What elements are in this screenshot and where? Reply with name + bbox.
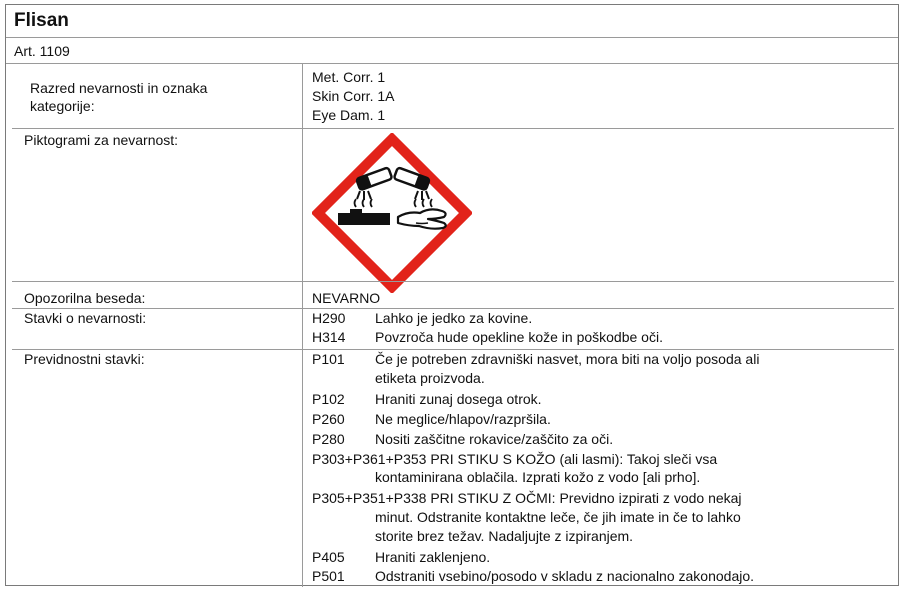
- class-label-line1: Razred nevarnosti in oznaka: [30, 80, 208, 96]
- product-title: Flisan: [14, 10, 69, 31]
- hazard-text: Lahko je jedko za kovine.: [375, 310, 533, 326]
- precaution-text: etiketa proizvoda.: [375, 370, 485, 386]
- hazard-table: [12, 64, 894, 587]
- precaution-code: P101: [312, 351, 345, 367]
- precaution-text: Odstraniti vsebino/posodo v skladu z nacionalno zakonodajo.: [375, 568, 755, 584]
- precaution-code: P280: [312, 431, 345, 447]
- precaution-code: P405: [312, 549, 345, 565]
- hazard-label: Stavki o nevarnosti:: [24, 310, 147, 326]
- hazard-text: Povzroča hude opekline kože in poškodbe oči.: [375, 329, 663, 345]
- precaution-code: P501: [312, 568, 345, 584]
- precaution-text: P303+P361+P353 PRI STIKU S KOŽO (ali lasmi): Takoj sleči vsa: [312, 451, 718, 467]
- safety-label-sheet: [5, 4, 899, 586]
- class-value-2: Skin Corr. 1A: [312, 88, 395, 104]
- precaution-text: minut. Odstranite kontaktne leče, če jih imate in če to lahko: [375, 509, 741, 525]
- article-number: Art. 1109: [14, 43, 70, 59]
- row-divider: [12, 128, 894, 129]
- precaution-code: P102: [312, 391, 345, 407]
- class-value-1: Met. Corr. 1: [312, 69, 386, 85]
- precaution-label: Previdnostni stavki:: [24, 351, 145, 367]
- column-divider: [302, 64, 303, 587]
- precaution-text: Hraniti zaklenjeno.: [375, 549, 491, 565]
- hazard-code: H290: [312, 310, 346, 326]
- precaution-text: kontaminirana oblačila. Izprati kožo z vodo [ali prho].: [375, 469, 701, 485]
- class-value-3: Eye Dam. 1: [312, 107, 386, 123]
- corrosion-pictogram-icon: [312, 133, 472, 293]
- class-label-line2: kategorije:: [30, 98, 95, 114]
- precaution-text: P305+P351+P338 PRI STIKU Z OČMI: Previdno izpirati z vodo nekaj: [312, 490, 742, 506]
- title-row: [6, 5, 898, 38]
- precaution-code: P260: [312, 411, 345, 427]
- signal-label: Opozorilna beseda:: [24, 290, 146, 306]
- precaution-text: storite brez težav. Nadaljujte z izpiranjem.: [375, 528, 634, 544]
- row-divider: [12, 281, 894, 282]
- pictograms-label: Piktogrami za nevarnost:: [24, 132, 179, 148]
- article-row: [6, 38, 898, 64]
- precaution-text: Ne meglice/hlapov/razpršila.: [375, 411, 551, 427]
- precaution-text: Če je potreben zdravniški nasvet, mora biti na voljo posoda ali: [375, 351, 760, 367]
- hazard-code: H314: [312, 329, 346, 345]
- precaution-text: Hraniti zunaj dosega otrok.: [375, 391, 542, 407]
- precaution-text: Nositi zaščitne rokavice/zaščito za oči.: [375, 431, 614, 447]
- signal-value: NEVARNO: [312, 290, 381, 306]
